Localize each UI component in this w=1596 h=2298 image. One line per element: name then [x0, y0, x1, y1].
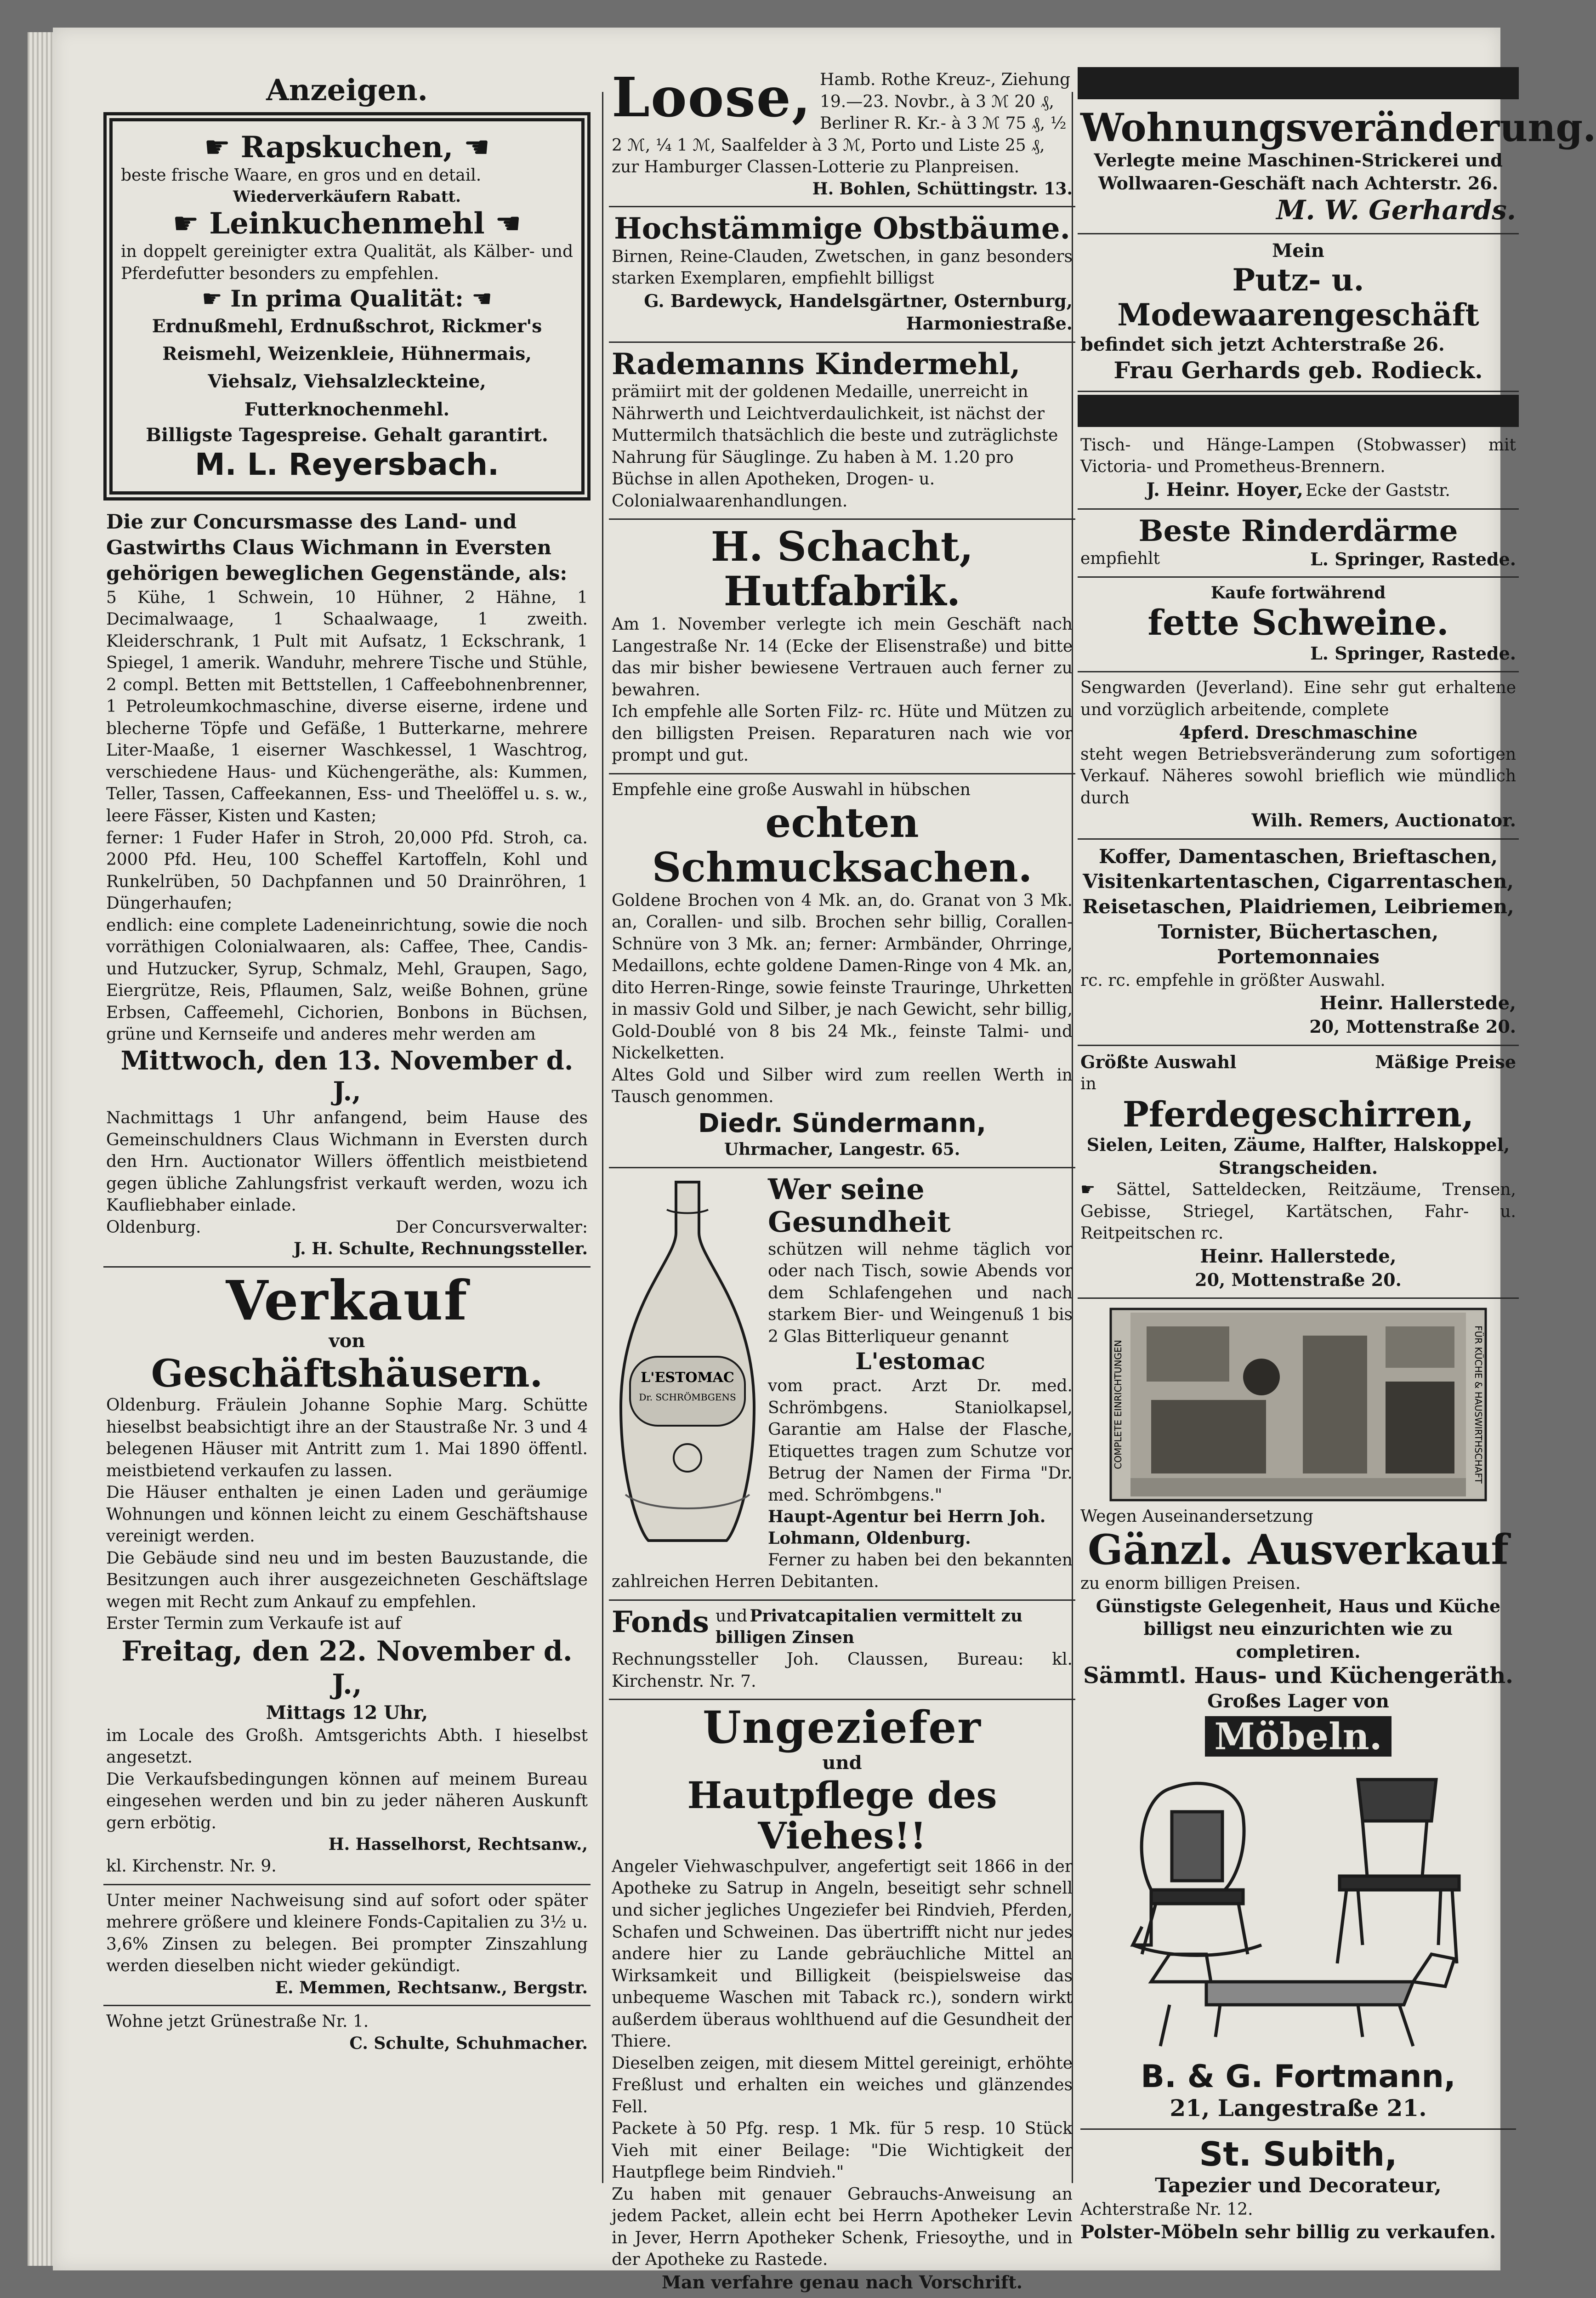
ad-lestomac — [609, 1168, 1075, 1601]
ad-text: Goldene Brochen von 4 Mk. an, do. Granat von 3 Mk. an, Corallen- und silb. Brochen sehr billig, Corallen-Schnüre von 3 Mk. an; ferner: Armbänder, Ohrringe, Medaillons, echte goldene Damen-Ringe von 4 Mk. an, dito Herren-Ringe, sowie feinste Trauringe, Uhrketten in massiv Gold und Silber, je nach Gewicht, sehr billig, Gold-Doublé von 8 bis 24 Mk., feinste Talmi- und Nickelketten. — [612, 891, 1073, 1063]
ad-putz — [1078, 234, 1519, 392]
ad-text: Altes Gold und Silber wird zum reellen Werth in Tausch genommen. — [612, 1065, 1073, 1107]
ad-text: Ferner zu haben bei den bekannten zahlreichen Herren Debitanten. — [612, 1550, 1073, 1592]
ad-title: ☛ Rapskuchen, ☚ — [204, 130, 490, 165]
ad-concurs — [103, 505, 591, 1268]
ad-text: Oldenburg. Fräulein Johanne Sophie Marg. Schütte hieselbst beabsichtigt ihre an der Staustraße Nr. 3 und 4 belegenen Häuser mit Antritt zum 1. Mai 1890 öffentl. meistbietend verkaufen zu lassen. — [106, 1396, 588, 1480]
ad-gerhards-wohnung — [1078, 102, 1596, 234]
ad-title: Fonds — [612, 1604, 709, 1639]
ad-title: Wohnungsveränderung. — [1080, 105, 1596, 150]
ad-text: Wegen Auseinandersetzung — [1080, 1507, 1313, 1526]
ad-schacht — [609, 520, 1075, 774]
ad-brand: L'estomac — [855, 1348, 985, 1375]
ad-title: echten Schmucksachen. — [652, 799, 1033, 891]
ad-fonds — [609, 1601, 1075, 1700]
ad-text: Großes Lager von — [1207, 1690, 1389, 1712]
ad-title: Wer seine Gesundheit — [768, 1172, 951, 1239]
bottle-label: L'ESTOMAC — [641, 1369, 734, 1386]
bottle-illustration — [612, 1173, 763, 1550]
ad-signature: H. Hasselhorst, Rechtsanw., — [328, 1835, 588, 1854]
ad-signature: E. Memmen, Rechtsanw., Bergstr. — [275, 1978, 588, 1997]
ad-text: Tisch- und Hänge-Lampen (Stobwasser) mit Victoria- und Prometheus-Brennern. — [1080, 435, 1516, 477]
ad-text: Dieselben zeigen, mit diesem Mittel gereinigt, erhöhte Freßlust und erhalten ein weiches und glänzendes Fell. — [612, 2053, 1073, 2116]
ad-text: Unter meiner Nachweisung sind auf sofort oder später mehrere größere und kleinere Fonds-Capitalien zu 3½ u. 3,6% Zinsen zu belegen. Bei prompter Zinszahlung werden dieselben nicht wieder gekündigt. — [106, 1891, 588, 1976]
ad-text: Hamb. Rothe Kreuz-, Ziehung 19.—23. Novbr., à 3 ℳ 20 ₰, Berliner R. Kr.- à 3 ℳ 75 ₰, ½ 2 ℳ, ¼ 1 ℳ, Saalfelder à 3 ℳ, Porto und Liste 25 ₰, zur Hamburger Classen-Lotterie zu Planpreisen. — [612, 70, 1071, 177]
ad-text: empfiehlt — [1080, 549, 1160, 569]
ad-role: Der Concursverwalter: — [395, 1217, 588, 1237]
ad-address: 20, Mottenstraße 20. — [1195, 1269, 1402, 1290]
ad-signature: L. Springer, Rastede. — [1310, 549, 1516, 570]
ad-title: Ungeziefer — [703, 1701, 982, 1754]
ad-title: Pferdegeschirren, — [1122, 1093, 1474, 1135]
ad-text: Nachmittags 1 Uhr anfangend, beim Hause des Gemeinschuldners Claus Wichmann in Eversten durch den Hrn. Auctionator Willers öffentlich meistbietend gegen übliche Zahlungsfrist verkauft werden, wozu ich Kaufliebhaber einlade. — [106, 1109, 588, 1215]
daybed-icon — [1151, 1954, 1454, 2046]
bottle-label-maker: Dr. SCHRÖMBGENS — [639, 1391, 736, 1403]
ad-suendermann — [609, 774, 1075, 1168]
ad-text: Wohne jetzt Grünestraße Nr. 1. — [106, 2012, 369, 2031]
ad-title: Rademanns Kindermehl, — [612, 347, 1021, 381]
ad-signature: Frau Gerhards geb. Rodieck. — [1113, 356, 1483, 384]
ad-date: Freitag, den 22. November d. J., — [121, 1635, 573, 1701]
ad-title: Loose, — [612, 65, 812, 129]
ad-text: Die Gebäude sind neu und im besten Bauzustande, die Besitzungen auch ihrer ausgezeichneten Geschäftslage wegen mit Recht zum Ankauf zu empfehlen. — [106, 1548, 588, 1611]
kitchen-illustration — [1110, 1308, 1487, 1501]
ad-text: Zu haben mit genauer Gebrauchs-Anweisung an jedem Packet, allein echt bei Herrn Apotheker Levin in Jever, Herrn Apotheker Schenk, Friesoythe, und in der Apotheke zu Rastede. — [612, 2184, 1073, 2270]
ad-text: endlich: eine complete Ladeneinrichtung, sowie die noch vorräthigen Colonialwaaren, als: Caffee, Thee, Candis- und Hutzucker, Syrup, Schmalz, Mehl, Graupen, Sago, Eiergrütze, Reis, Pflaumen, Salz, weiße Bohnen, grüne Erbsen, Caffeemehl, Cichorien, Bonbons in Büchsen, grüne und Kernseife und anderes mehr werden am — [106, 916, 588, 1044]
ad-address: 20, Mottenstraße 20. — [1309, 1016, 1516, 1037]
pointing-hand-icon: ☛ — [172, 206, 210, 241]
black-rule — [1078, 67, 1519, 99]
ad-dreschmaschine — [1078, 672, 1519, 839]
pointing-hand-icon: ☚ — [463, 285, 492, 312]
ad-signature: Wilh. Remers, Auctionator. — [1251, 810, 1516, 831]
ad-signature: M. L. Reyersbach. — [195, 447, 499, 483]
ad-signature: J. Heinr. Hoyer, — [1146, 478, 1303, 501]
ad-text: rc. rc. empfehle in größter Auswahl. — [1080, 971, 1386, 990]
ad-text: befindet sich jetzt Achterstraße 26. — [1080, 333, 1445, 355]
pointing-hand-icon: ☛ — [202, 285, 231, 312]
ad-signature: H. Bohlen, Schüttingstr. 13. — [812, 179, 1073, 199]
ad-address: kl. Kirchenstr. Nr. 9. — [106, 1857, 277, 1876]
illustration-side-text: FÜR KÜCHE & HAUSWIRTHSCHAFT — [1473, 1325, 1484, 1484]
ad-signature: J. H. Schulte, Rechnungssteller. — [293, 1239, 588, 1259]
ad-text: Billigste Tagespreise. Gehalt garantirt. — [146, 424, 548, 446]
ad-springer-daerme — [1078, 510, 1519, 578]
ad-text: und — [715, 1606, 748, 1626]
ad-schulte — [103, 2006, 591, 2060]
ad-text: Privatcapitalien vermittelt zu billigen Zinsen — [715, 1606, 1023, 1648]
divider — [1080, 2128, 1516, 2130]
ad-text: zu enorm billigen Preisen. — [1080, 1574, 1301, 1593]
ad-title: fette Schweine. — [1147, 602, 1449, 643]
liqueur-bottle-image — [612, 1173, 763, 1552]
ad-title: ☛ In prima Qualität: ☚ — [202, 284, 492, 312]
ad-hallerstede-geschirr — [1078, 1046, 1519, 1299]
ad-text: vom pract. Arzt Dr. med. Schrömbgens. Staniolkapsel, Garantie am Halse der Flasche, Etiquettes tragen zum Schutze vor Betrug der Namen der Firma "Dr. med. Schrömbgens." — [768, 1377, 1073, 1505]
pointing-hand-icon: ☚ — [484, 206, 522, 241]
ad-footer: Man verfahre genau nach Vorschrift. — [661, 2271, 1023, 2292]
ad-text: Am 1. November verlegte ich mein Geschäft nach Langestraße Nr. 14 (Ecke der Elisenstraße) und bitte das mir bisher bewiesene Vertrauen auch ferner zu bewahren. — [612, 615, 1073, 700]
ad-title: Beste Rinderdärme — [1138, 513, 1458, 548]
ad-text: Kaufe fortwährend — [1210, 583, 1386, 603]
ad-rademann — [609, 343, 1075, 520]
ad-text: prämiirt mit der goldenen Medaille, unerreicht in Nährwerth und Leichtverdaulichkeit, ist nächst der Muttermilch thatsächlich die beste und zuträglichste Nahrung für Säuglinge. Zu haben à M. 1.20 pro Büchse in allen Apotheken, Drogen- u. Colonialwaarenhandlungen. — [612, 382, 1058, 511]
column-right — [1078, 64, 1596, 2243]
ad-signature: M. W. Gerhards. — [1276, 194, 1516, 226]
ad-fortmann — [1078, 1299, 1519, 2251]
ad-signature: L. Springer, Rastede. — [1310, 643, 1516, 664]
ad-text: Verlegte meine Maschinen-Strickerei und Wollwaaren-Geschäft nach Achterstr. 26. — [1094, 150, 1503, 193]
ad-verkauf — [103, 1268, 591, 1885]
illustration-side-text: COMPLETE EINRICHTUNGEN — [1113, 1340, 1124, 1469]
ad-text: schützen will nehme täglich vor oder nach Tisch, sowie Abends vor dem Schlafengehen und nach starkem Bier- und Weingenuß 1 bis 2 Glas Bitterliqueur genannt — [768, 1240, 1073, 1346]
ad-text: ferner: 1 Fuder Hafer in Stroh, 20,000 Pfd. Stroh, ca. 2000 Pfd. Heu, 100 Scheffel Kartoffeln, Kohl und Runkelrüben, 50 Dachpfannen und 50 Drainröhren, 1 Düngerhaufen; — [106, 828, 588, 913]
ad-title: ☛ Leinkuchenmehl ☚ — [172, 206, 522, 241]
ad-text: Sämmtl. Haus- und Küchengeräth. — [1083, 1663, 1513, 1689]
ad-obstbaeume — [609, 207, 1075, 342]
armchair-icon — [1133, 1783, 1261, 1955]
ad-text: in — [1080, 1075, 1096, 1094]
ad-signature: St. Subith, — [1199, 2134, 1397, 2173]
ad-title: Möbeln. — [1205, 1716, 1391, 1757]
ad-text: Ich empfehle alle Sorten Filz- rc. Hüte und Mützen zu den billigsten Preisen. Reparaturen nach wie vor prompt und gut. — [612, 702, 1073, 765]
ad-text: Wiederverkäufern Rabatt. — [233, 187, 461, 206]
ad-signature: B. & G. Fortmann, — [1141, 2058, 1456, 2095]
ad-text: Günstigste Gelegenheit, Haus und Küche billigst neu einzurichten wie zu completiren. — [1096, 1595, 1501, 1662]
ad-ungeziefer — [609, 1700, 1075, 2298]
ad-signature: G. Bardewyck, Handelsgärtner, Osternburg, Harmoniestraße. — [644, 290, 1073, 334]
ad-hoyer — [1078, 430, 1519, 510]
ad-text: von — [329, 1330, 365, 1352]
ad-text: Sättel, Satteldecken, Reitzäume, Trensen, Gebisse, Striegel, Kartätschen, Fahr- u. Reitpeitschen rc. — [1080, 1180, 1516, 1243]
ad-text: Sielen, Leiten, Zäume, Halfter, Halskoppel, Strangscheiden. — [1086, 1134, 1510, 1178]
ad-text: Empfehle eine große Auswahl in hübschen — [612, 780, 971, 799]
ad-address: 21, Langestraße 21. — [1170, 2094, 1427, 2122]
ad-text: in doppelt gereinigter extra Qualität, als Kälber- und Pferdefutter besonders zu empfehlen. — [121, 242, 573, 283]
ad-address: Achterstraße Nr. 12. — [1080, 2200, 1253, 2219]
ad-text: Angeler Viehwaschpulver, angefertigt seit 1866 in der Apotheke zu Satrup in Angeln, beseitigt sehr schnell und sicher jegliches Ungeziefer bei Rindvieh, Pferden, Schafen und Schweinen. Das übertrifft nicht nur jedes andere hier zu Lande gebräuchliche Mittel an Wirksamkeit und Billigkeit (beispielsweise das unbequeme Waschen mit Taback rc.), sondern wirkt außerdem überaus wohlthuend auf die Gesundheit der Thiere. — [612, 1857, 1073, 2051]
ad-address: Uhrmacher, Langestr. 65. — [724, 1140, 960, 1160]
ad-agency: Haupt-Agentur bei Herrn Joh. Lohmann, Oldenburg. — [768, 1507, 1046, 1548]
ad-signature: C. Schulte, Schuhmacher. — [349, 2033, 588, 2053]
ad-title: Geschäftshäusern. — [151, 1351, 543, 1396]
ad-text: Birnen, Reine-Clauden, Zwetschen, in ganz besonders starken Exemplaren, empfiehlt billigst — [612, 247, 1073, 288]
ad-springer-schweine — [1078, 578, 1519, 673]
ad-text: Sengwarden (Jeverland). Eine sehr gut erhaltene und vorzüglich arbeitende, complete — [1080, 678, 1516, 719]
ad-memmen — [103, 1885, 591, 2007]
chair-icon — [1337, 1780, 1459, 1963]
section-heading: Anzeigen. — [266, 73, 428, 108]
column-left — [103, 64, 591, 2197]
ad-signature: Rechnungssteller Joh. Claussen, Bureau: kl. Kirchenstr. Nr. 7. — [612, 1650, 1073, 1691]
ad-time: Mittags 12 Uhr, — [266, 1701, 428, 1724]
ad-title: Gänzl. Ausverkauf — [1087, 1525, 1509, 1575]
ad-text: Tapezier und Decorateur, — [1155, 2173, 1442, 2197]
ad-text: und — [822, 1752, 862, 1774]
ad-date: Mittwoch, den 13. November d. J., — [120, 1045, 574, 1107]
ad-reyersbach — [103, 112, 591, 501]
ad-text: beste frische Waare, en gros und en detail. — [121, 166, 482, 185]
pointing-hand-icon: ☛ — [1080, 1180, 1116, 1199]
ad-text: Mäßige Preise — [1375, 1051, 1516, 1072]
ad-text: steht wegen Betriebsveränderung zum sofortigen Verkauf. Näheres sowohl brieflich wie mündlich durch — [1080, 745, 1516, 808]
ad-text: Erdnußmehl, Erdnußschrot, Rickmer's Reismehl, Weizenkleie, Hühnermais, Viehsalz, Viehsalzleckteine, Futterknochenmehl. — [152, 315, 542, 420]
ad-place: Oldenburg. — [106, 1217, 201, 1237]
ad-signature: Heinr. Hallerstede, — [1319, 992, 1516, 1014]
ad-loose — [609, 64, 1075, 207]
ad-address: Ecke der Gaststr. — [1305, 481, 1450, 500]
furniture-illustration — [1101, 1761, 1496, 2055]
ad-hallerstede-koffer — [1078, 840, 1519, 1046]
ad-title: Koffer, Damentaschen, Brieftaschen, Visitenkartentaschen, Cigarrentaschen, Reisetaschen, Plaidriemen, Leibriemen, Tornister, Büchertaschen, Portemonnaies — [1082, 845, 1514, 968]
pointing-hand-icon: ☚ — [453, 130, 490, 165]
ad-text: Erster Termin zum Verkaufe ist auf — [106, 1614, 401, 1633]
ad-title: Hautpflege des Viehes!! — [687, 1773, 997, 1857]
ad-text: Mein — [1272, 239, 1324, 262]
ad-text: 4pferd. Dreschmaschine — [1179, 722, 1418, 743]
ad-text: im Locale des Großh. Amtsgerichts Abth. I hieselbst angesetzt. — [106, 1726, 588, 1767]
ad-text: Polster-Möbeln sehr billig zu verkaufen. — [1080, 2221, 1496, 2243]
ad-title: Verkauf — [226, 1268, 468, 1332]
ad-text: 5 Kühe, 1 Schwein, 10 Hühner, 2 Hähne, 1 Decimalwaage, 1 Schaalwaage, 1 zweith. Kleiderschrank, 1 Pult mit Aufsatz, 1 Eckschrank, 1 Spiegel, 1 amerik. Wanduhr, mehrere Tische und Stühle, 2 compl. Betten mit Bettstellen, 1 Caffeebohnenbrenner, 1 Petroleumkochmaschine, diverse eiserne, irdene und blecherne Töpfe und Gefäße, 1 Butterkarne, mehrere Liter-Maaße, 1 eiserner Waschkessel, 1 Waschtrog, verschiedene Haus- und Küchengeräthe, als: Kummen, Teller, Tassen, Caffeekannen, Ess- und Theelöffel u. s. w., leere Fässer, Kisten und Kasten; — [106, 588, 588, 825]
ad-title: Hochstämmige Obstbäume. — [614, 211, 1070, 246]
ad-text: Größte Auswahl — [1080, 1051, 1237, 1072]
ad-text: Die zur Concursmasse des Land- und Gastwirths Claus Wichmann in Eversten gehörigen beweglichen Gegenstände, als: — [106, 511, 568, 585]
ad-title: Putz- u. Modewaarengeschäft — [1117, 262, 1479, 333]
ad-text: Packete à 50 Pfg. resp. 1 Mk. für 5 resp. 10 Stück Vieh mit einer Beilage: "Die Wichtigkeit der Hautpflege beim Rindvieh." — [612, 2119, 1073, 2182]
ad-text: Die Häuser enthalten je einen Laden und geräumige Wohnungen und können leicht zu einem Geschäftshause vereinigt werden. — [106, 1483, 588, 1546]
column-divider — [602, 92, 603, 2183]
ad-signature: Heinr. Hallerstede, — [1200, 1245, 1397, 1267]
black-rule — [1078, 395, 1519, 427]
ad-title: H. Schacht, Hutfabrik. — [710, 523, 974, 615]
column-middle — [609, 64, 1075, 2292]
ad-signature: Diedr. Sündermann, — [698, 1108, 987, 1138]
ad-text: Die Verkaufsbedingungen können auf meinem Bureau eingesehen werden und bin zu jeder näheren Auskunft gern erbötig. — [106, 1769, 588, 1832]
pointing-hand-icon: ☛ — [204, 130, 241, 165]
